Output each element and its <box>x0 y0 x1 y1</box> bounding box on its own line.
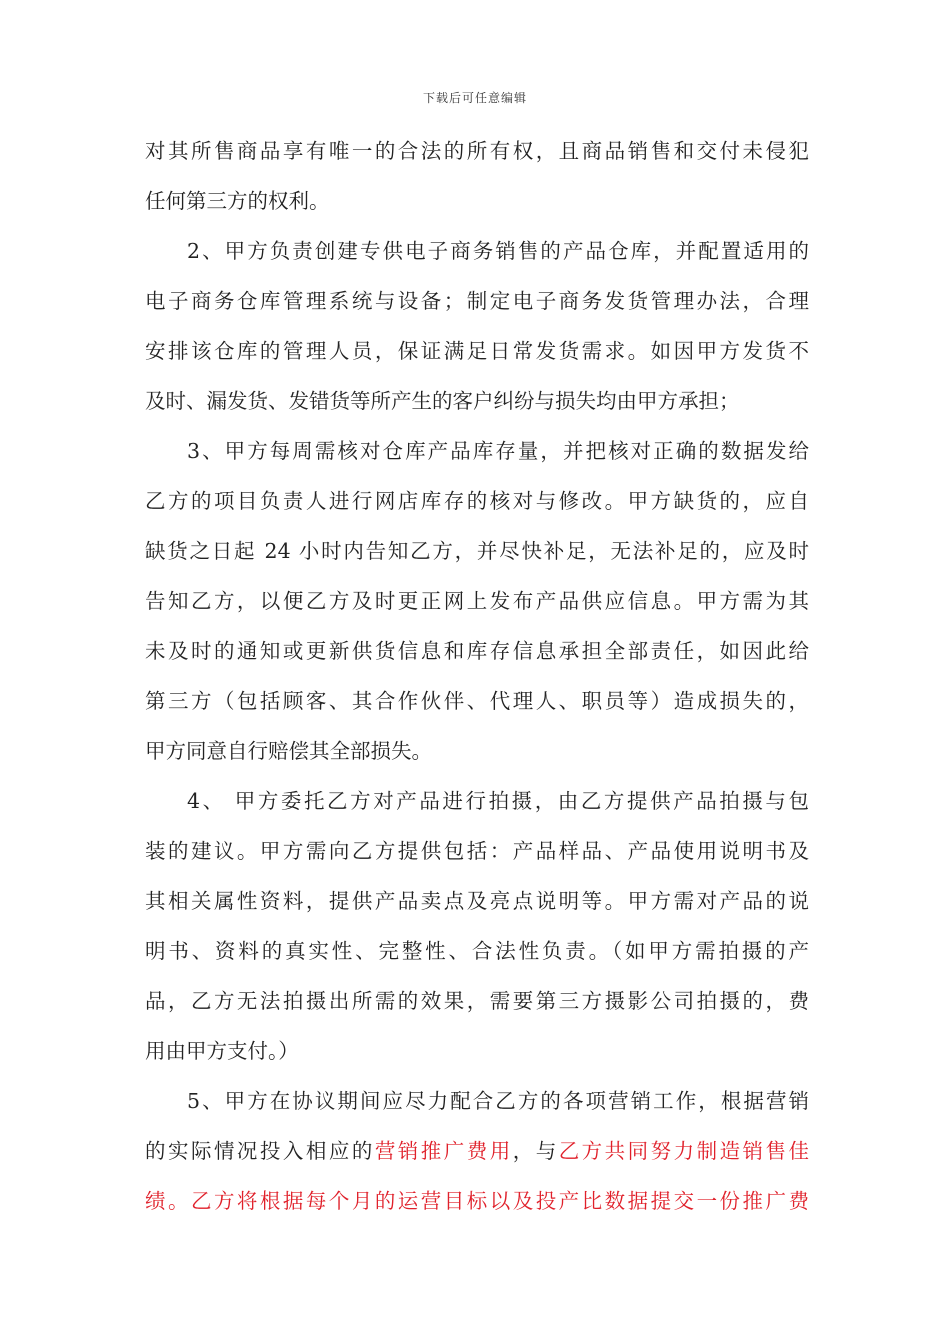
text-line: 品，乙方无法拍摄出所需的效果，需要第三方摄影公司拍摄的，费 <box>145 989 809 1013</box>
text-line: 告知乙方，以便乙方及时更正网上发布产品供应信息。甲方需为其 <box>145 589 809 613</box>
highlighted-text: 营销推广费用 <box>374 1139 513 1163</box>
paragraph-start-item-2: 2、甲方负责创建专供电子商务销售的产品仓库，并配置适用的 <box>187 239 809 263</box>
text-line: 明书、资料的真实性、完整性、合法性负责。（如甲方需拍摄的产 <box>145 939 809 963</box>
text-line: 安排该仓库的管理人员，保证满足日常发货需求。如因甲方发货不 <box>145 339 809 363</box>
text-line: 对其所售商品享有唯一的合法的所有权，且商品销售和交付未侵犯 <box>145 139 809 163</box>
document-body <box>145 128 809 1228</box>
text-line-mixed: 的实际情况投入相应的营销推广费用，与乙方共同努力制造销售佳 <box>145 1139 810 1163</box>
text-line: 及时、漏发货、发错货等所产生的客户纠纷与损失均由甲方承担； <box>145 389 740 413</box>
text-line: 未及时的通知或更新供货信息和库存信息承担全部责任，如因此给 <box>145 639 809 663</box>
highlighted-text: 绩。乙方将根据每个月的运营目标以及投产比数据提交一份推广费 <box>145 1189 809 1213</box>
text-line: 缺货之日起 24 小时内告知乙方，并尽快补足，无法补足的，应及时 <box>145 539 809 563</box>
text-line: 电子商务仓库管理系统与设备；制定电子商务发货管理办法，合理 <box>145 289 809 313</box>
text-line: 第三方（包括顾客、其合作伙伴、代理人、职员等）造成损失的， <box>145 689 809 713</box>
page-header: 下载后可任意编辑 <box>422 91 527 105</box>
text-line: 甲方同意自行赔偿其全部损失。 <box>145 739 432 763</box>
text-line: 其相关属性资料，提供产品卖点及亮点说明等。甲方需对产品的说 <box>145 889 809 913</box>
paragraph-start-item-5: 5、甲方在协议期间应尽力配合乙方的各项营销工作，根据营销 <box>187 1089 809 1113</box>
text-line: 任何第三方的权利。 <box>145 189 330 213</box>
text-line: 用由甲方支付。） <box>145 1039 299 1063</box>
paragraph-start-item-3: 3、甲方每周需核对仓库产品库存量，并把核对正确的数据发给 <box>187 439 809 463</box>
paragraph-start-item-4: 4、 甲方委托乙方对产品进行拍摄，由乙方提供产品拍摄与包 <box>187 789 809 813</box>
text-line: 装的建议。甲方需向乙方提供包括：产品样品、产品使用说明书及 <box>145 839 809 863</box>
text-line-highlighted <box>145 1178 809 1228</box>
highlighted-text: 乙方共同努力制造销售佳 <box>558 1139 810 1163</box>
text-line: 乙方的项目负责人进行网店库存的核对与修改。甲方缺货的，应自 <box>145 489 809 513</box>
